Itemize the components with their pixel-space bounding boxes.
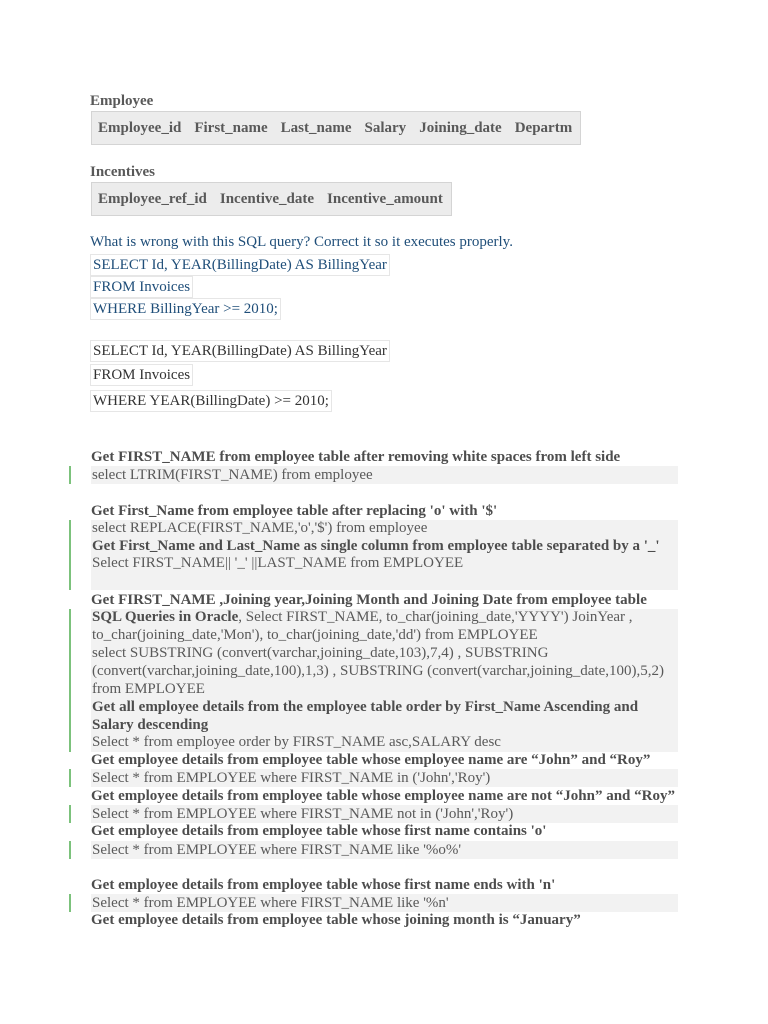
incentives-table-title: Incentives (90, 164, 155, 180)
accent-bar (69, 894, 71, 912)
accent-bar (69, 805, 71, 823)
question-text: Get FIRST_NAME ,Joining year,Joining Month and Joining Date from employee table (91, 592, 647, 608)
accent-bar (69, 769, 71, 787)
answer-text (92, 609, 633, 626)
correct-query-line: SELECT Id, YEAR(BillingDate) AS BillingYear (90, 340, 390, 362)
question-text: Get all employee details from the employee table order by First_Name Ascending and (92, 699, 639, 715)
column-header: Last_name (280, 119, 352, 136)
answer-text: Select * from EMPLOYEE where FIRST_NAME like '%o%' (91, 841, 678, 859)
column-header: Joining_date (419, 119, 502, 136)
sql-question-prompt: What is wrong with this SQL query? Correct it so it executes properly. (90, 234, 513, 250)
accent-bar (69, 520, 71, 590)
question-text: Get employee details from employee table whose first name contains 'o' (91, 823, 547, 839)
answer-text: Select * from EMPLOYEE where FIRST_NAME like '%n' (91, 894, 678, 912)
answer-text: Select FIRST_NAME|| '_' ||LAST_NAME from EMPLOYEE (92, 555, 464, 571)
question-text: Get employee details from employee table whose first name ends with 'n' (91, 877, 556, 893)
employee-table-header (91, 111, 581, 145)
answer-text: select SUBSTRING (convert(varchar,joining_date,103),7,4) , SUBSTRING (92, 645, 549, 661)
accent-bar (69, 841, 71, 859)
column-header: First_name (194, 119, 268, 136)
answer-text: select LTRIM(FIRST_NAME) from employee (91, 466, 678, 484)
correct-query-line: FROM Invoices (90, 364, 193, 386)
column-header: Departm (514, 119, 573, 136)
answer-text: , Select FIRST_NAME, to_char(joining_date,'YYYY') JoinYear , (238, 609, 633, 625)
accent-bar (69, 466, 71, 484)
wrong-query-line: WHERE BillingYear >= 2010; (90, 298, 281, 320)
oracle-label: SQL Queries in Oracle (92, 609, 239, 625)
question-text: Get First_Name from employee table after replacing 'o' with '$' (91, 503, 498, 519)
answer-text: to_char(joining_date,'Mon'), to_char(joining_date,'dd') from EMPLOYEE (92, 627, 538, 643)
question-text: Get employee details from employee table whose joining month is “January” (91, 912, 581, 928)
answer-text: from EMPLOYEE (92, 681, 205, 697)
question-text: Get FIRST_NAME from employee table after removing white spaces from left side (91, 449, 621, 465)
incentives-table-header (91, 182, 452, 216)
answer-text: select REPLACE(FIRST_NAME,'o','$') from employee (92, 520, 428, 536)
column-header: Employee_ref_id (98, 190, 207, 207)
wrong-query-line: SELECT Id, YEAR(BillingDate) AS BillingYear (90, 254, 390, 276)
accent-bar (69, 609, 71, 752)
answer-text: Select * from employee order by FIRST_NAME asc,SALARY desc (92, 734, 501, 750)
wrong-query-line: FROM Invoices (90, 276, 193, 298)
question-text: Get employee details from employee table whose employee name are not “John” and “Roy” (91, 788, 675, 804)
answer-text: Select * from EMPLOYEE where FIRST_NAME not in ('John','Roy') (91, 805, 678, 823)
question-text: Get First_Name and Last_Name as single column from employee table separated by a '_' (92, 538, 660, 554)
column-header: Employee_id (98, 119, 182, 136)
correct-query-line: WHERE YEAR(BillingDate) >= 2010; (90, 390, 332, 412)
column-header: Incentive_amount (327, 190, 443, 207)
column-header: Incentive_date (219, 190, 315, 207)
answer-text: (convert(varchar,joining_date,100),1,3) , SUBSTRING (convert(varchar,joining_date,100),5,2) (92, 663, 664, 679)
column-header: Salary (364, 119, 407, 136)
question-text: Get employee details from employee table whose employee name are “John” and “Roy” (91, 752, 651, 768)
question-text: Salary descending (92, 717, 209, 733)
employee-table-title: Employee (90, 93, 154, 109)
answer-text: Select * from EMPLOYEE where FIRST_NAME in ('John','Roy') (91, 769, 678, 787)
